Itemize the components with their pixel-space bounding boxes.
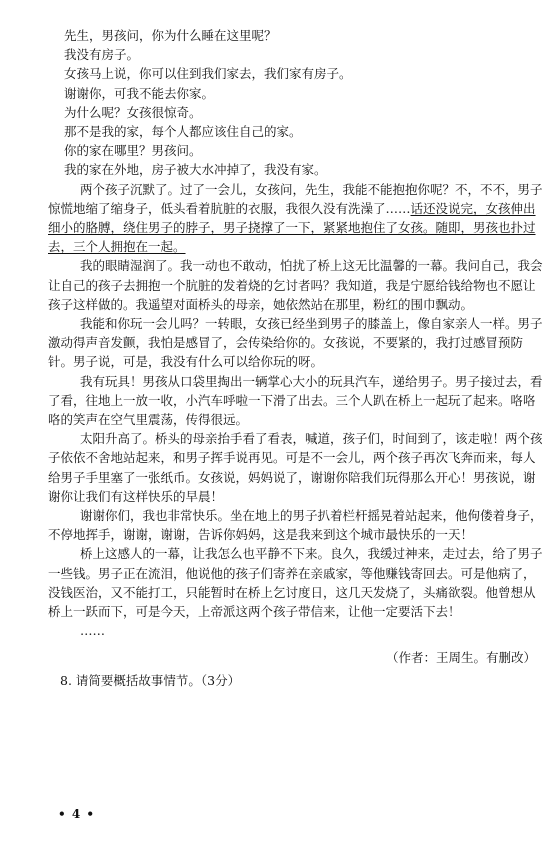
author-credit: （作者：王周生。有删改）	[385, 650, 536, 665]
paragraph-text: 谢谢你们，我也非常快乐。坐在地上的男子扒着栏杆摇晃着站起来，他佝偻着身子，不停地挥手，谢谢，谢谢，告诉你妈妈，这是我来到这个城市最快乐的一天！	[48, 508, 543, 543]
story-paragraph	[48, 621, 543, 640]
story-paragraph	[48, 544, 543, 621]
paragraph-text: 你的家在哪里？男孩问。	[64, 143, 202, 159]
paragraph-text: 两个孩子沉默了。过了一会儿，女孩问，先生，我能不能抱抱你呢？不，不不，男子惊慌地缩了缩身子，低头看着肮脏的衣服，我很久没有洗澡了……	[48, 181, 543, 216]
paragraph-text: 桥上这感人的一幕，让我怎么也平静不下来。良久，我缓过神来，走过去，给了男子一些钱。男子正在流泪，他说他的孩子们寄养在亲戚家，等他赚钱寄回去。可是他病了，没钱医治，又不能打工，只能暂时在桥上乞讨度日，这几天发烧了，头痛欲裂。他曾想从桥上一跃而下，可是今天，上帝派这两个孩子带信来，让他一定要活下去！	[48, 546, 543, 620]
paragraph-text: 为什么呢？女孩很惊奇。	[64, 104, 202, 120]
paragraph-text: 我能和你玩一会儿吗？一转眼，女孩已经坐到男子的膝盖上，像自家亲人一样。男子激动得声音发颤，我怕是感冒了，会传染给你的。女孩说，不要紧的，我打过感冒预防针。男子说，可是，我没有什么可以给你玩的呀。	[48, 316, 543, 370]
paragraph-text: 女孩马上说，你可以住到我们家去，我们家有房子。	[64, 66, 352, 82]
paragraph-text: 谢谢你，可我不能去你家。	[64, 85, 215, 101]
question-8: 8. 请简要概括故事情节。（3分）	[60, 673, 241, 688]
story-paragraph	[48, 429, 543, 506]
paragraph-text: 我的家在外地，房子被大水冲掉了，我没有家。	[64, 162, 327, 178]
story-paragraph	[48, 314, 543, 372]
paragraph-text: ……	[80, 623, 105, 639]
story-paragraph	[48, 180, 543, 257]
paragraph-text: 那不是我的家，每个人都应该住自己的家。	[64, 124, 302, 140]
story-paragraph	[48, 45, 543, 64]
paragraph-text: 先生，男孩问，你为什么睡在这里呢？	[64, 28, 277, 43]
story-paragraph	[48, 141, 543, 160]
story-paragraph	[48, 256, 543, 314]
underlined-sentence: 话还没说完，女孩伸出细小的胳膊，绕住男子的脖子，男子挠撑了一下，紧紧地抱住了女孩。随即，男孩也扑过去，三个人拥抱在一起。	[48, 200, 536, 255]
story-paragraph	[48, 84, 543, 103]
story-paragraph	[48, 26, 543, 45]
story-paragraph	[48, 160, 543, 179]
story-paragraph	[48, 372, 543, 430]
paragraph-text: 太阳升高了。桥头的母亲抬手看了看表，喊道，孩子们，时间到了，该走啦！两个孩子依依不舍地站起来，和男子挥手说再见。可是不一会儿，两个孩子再次飞奔而来，每人给男子手里塞了一张纸币。女孩说，妈妈说了，谢谢你陪我们玩得那么开心！男孩说，谢谢你让我们有这样快乐的早晨！	[48, 431, 543, 504]
page-number: • 4 •	[58, 807, 96, 821]
paragraph-text: 我没有房子。	[64, 47, 140, 63]
story-paragraph	[48, 506, 543, 544]
story-paragraph	[48, 103, 543, 122]
story-paragraph	[48, 122, 543, 141]
paragraph-text: 我有玩具！男孩从口袋里掏出一辆掌心大小的玩具汽车，递给男子。男子接过去，看了看，往地上一放一收，小汽车呼啦一下滑了出去。三个人趴在桥上一起玩了起来。咯咯咯的笑声在空气里震荡，传得很远。	[48, 373, 543, 428]
story-paragraph	[48, 64, 543, 83]
paragraph-text: 我的眼睛湿润了。我一动也不敢动，怕扰了桥上这无比温馨的一幕。我问自己，我会让自己的孩子去拥抱一个肮脏的发着烧的乞讨者吗？我知道，我是宁愿给钱给物也不愿让孩子这样做的。我遥望对面桥头的母亲，她依然站在那里，粉红的围巾飘动。	[48, 258, 543, 312]
story-text	[48, 26, 543, 641]
